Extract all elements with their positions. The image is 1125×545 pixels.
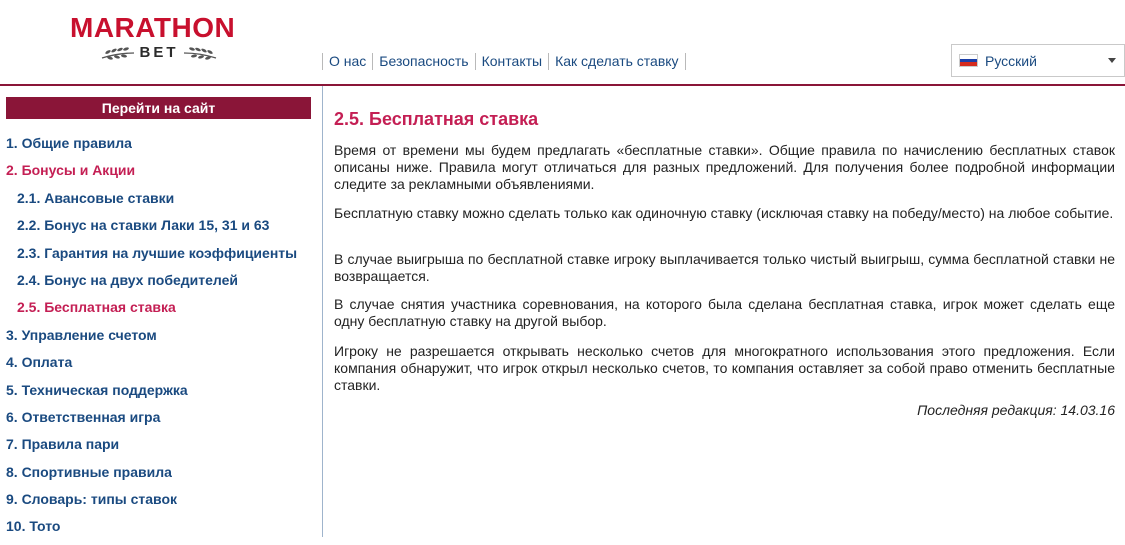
nav-security-link[interactable]: Безопасность bbox=[372, 53, 474, 70]
nav-how-to-bet-link[interactable]: Как сделать ставку bbox=[548, 53, 685, 70]
page-title: 2.5. Бесплатная ставка bbox=[334, 109, 539, 129]
paragraph-multiple-accounts: Игроку не разрешается открывать несколько счетов для многократного использования этого предложения. Если компания обнаружит, что игрок открыл несколько счетов, то компания оставляет за собой право отменить бесплатные ставки. bbox=[334, 343, 1115, 393]
paragraph-withdrawal: В случае снятия участника соревнования, на которого была сделана бесплатная ставка, игрок может сделать еще одну бесплатную ставку на другой выбор. bbox=[334, 296, 1115, 329]
sidebar-item[interactable]: 10. Тото bbox=[6, 518, 61, 535]
sidebar-item[interactable]: 2.2. Бонус на ставки Лаки 15, 31 и 63 bbox=[17, 217, 270, 234]
last-edit-date: Последняя редакция: 14.03.16 bbox=[917, 402, 1115, 418]
paragraph-intro: Время от времени мы будем предлагать «бесплатные ставки». Общие правила по начислению бесплатных ставок описаны ниже. Правила могут отличаться для разных предложений. Для получения более подробной информации следите за рекламными объявлениями. bbox=[334, 142, 1115, 192]
logo-main-text: MARATHON bbox=[70, 12, 236, 43]
paragraph-single-bet: Бесплатную ставку можно сделать только как одиночную ставку (исключая ставку на победу/место) на любое событие. bbox=[334, 205, 1114, 221]
sidebar-item[interactable]: 2.3. Гарантия на лучшие коэффициенты bbox=[17, 244, 298, 261]
sidebar-item[interactable]: 6. Ответственная игра bbox=[6, 408, 161, 425]
rules-menu bbox=[0, 134, 320, 545]
sidebar-item[interactable]: 3. Управление счетом bbox=[6, 326, 157, 343]
language-select[interactable] bbox=[951, 44, 1125, 77]
sidebar-item[interactable]: 1. Общие правила bbox=[6, 135, 132, 151]
main-content bbox=[334, 108, 1115, 418]
sidebar-item[interactable]: 2. Бонусы и Акции bbox=[6, 162, 136, 179]
top-navigation bbox=[322, 51, 686, 71]
logo-sub bbox=[70, 44, 248, 64]
sidebar-item[interactable]: 5. Техническая поддержка bbox=[6, 381, 188, 398]
nav-about-link[interactable]: О нас bbox=[322, 53, 372, 70]
sidebar bbox=[0, 86, 323, 537]
sidebar-item[interactable]: 2.5. Бесплатная ставка bbox=[17, 299, 176, 316]
laurel-right-icon bbox=[182, 46, 218, 60]
marathon-bet-logo[interactable] bbox=[70, 12, 248, 64]
goto-site-button[interactable]: Перейти на сайт bbox=[6, 97, 311, 119]
nav-contacts-link[interactable]: Контакты bbox=[475, 53, 548, 70]
sidebar-item[interactable]: 4. Оплата bbox=[6, 354, 73, 371]
russia-flag-icon bbox=[959, 54, 978, 67]
logo-bet-text: BET bbox=[139, 44, 179, 61]
chevron-down-icon bbox=[1108, 58, 1116, 63]
paragraph-winnings: В случае выигрыша по бесплатной ставке игроку выплачивается только чистый выигрыш, сумма бесплатной ставки не возвращается. bbox=[334, 251, 1115, 284]
sidebar-item[interactable]: 9. Словарь: типы ставок bbox=[6, 491, 178, 508]
sidebar-item[interactable]: 8. Спортивные правила bbox=[6, 463, 172, 480]
sidebar-item[interactable]: 2.4. Бонус на двух победителей bbox=[17, 271, 239, 288]
language-selected-label: Русский bbox=[985, 52, 1037, 69]
header bbox=[0, 0, 1125, 84]
sidebar-item[interactable]: 2.1. Авансовые ставки bbox=[17, 189, 175, 206]
sidebar-item[interactable]: 7. Правила пари bbox=[6, 436, 120, 453]
